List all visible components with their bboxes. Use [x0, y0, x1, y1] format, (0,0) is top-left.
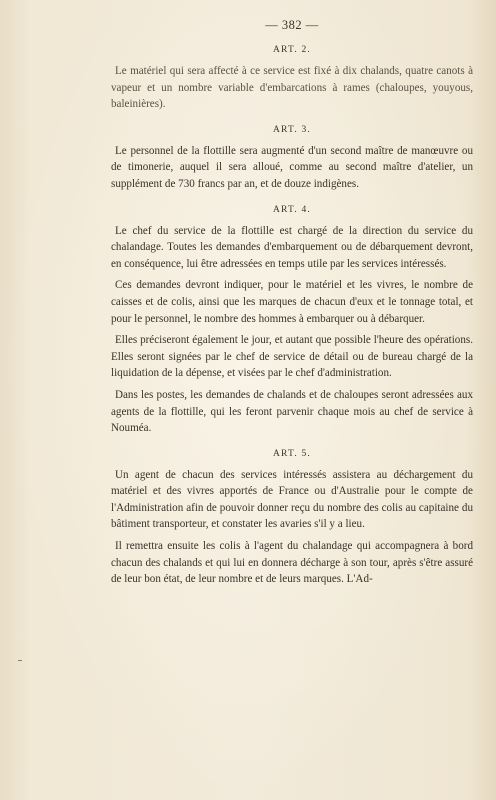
article-heading: ART. 2.	[273, 45, 311, 55]
paragraph: Le personnel de la flottille sera augmenté d'un second maître de manœuvre ou de timonerie, auquel il sera alloué, comme au second maître d'atelier, un supplément de 730 francs par an, et de douze indigènes.	[111, 144, 473, 190]
article-heading: ART. 3.	[273, 124, 311, 135]
paragraph: Dans les postes, les demandes de chalands et de chaloupes seront adressées aux agents de la flottille, qui les feront parvenir chaque mois au chef de service à Nouméa.	[111, 388, 473, 435]
article-2	[111, 45, 473, 113]
page-number: — 382 —	[265, 18, 319, 32]
paragraph: Le matériel qui sera affecté à ce service est fixé à dix chalands, quatre canots à vapeur et un nombre variable d'embarcations à rames (chaloupes, youyous, baleinières).	[111, 65, 473, 111]
article-4	[111, 205, 473, 437]
paragraph: Le chef du service de la flottille est chargé de la direction du service du chalandage. Toutes les demandes d'embarquement ou de débarquement devront, en conséquence, lui être adressées en temps utile par les services intéressés.	[111, 224, 473, 270]
article-heading: ART. 5.	[273, 448, 311, 459]
article-5	[111, 449, 473, 588]
article-heading: ART. 4.	[273, 204, 311, 215]
paragraph: Un agent de chacun des services intéressés assistera au déchargement du matériel et des vivres apportés de France ou d'Australie pour le compte de l'Administration afin de pouvoir donner reçu du nombre des colis au capitaine du bâtiment transporteur, et constater les avaries s'il y a lieu.	[111, 468, 473, 531]
page-content	[111, 18, 473, 593]
article-3	[111, 125, 473, 193]
margin-mark	[18, 660, 22, 661]
paragraph: Il remettra ensuite les colis à l'agent du chalandage qui accompagnera à bord chacun des chalands et qui lui en donnera décharge à son tour, après s'être assuré de leur bon état, de leur nombre et de leurs marques. L'Ad-	[111, 540, 473, 586]
paragraph: Ces demandes devront indiquer, pour le matériel et les vivres, le nombre de caisses et de colis, ainsi que les marques de chacun d'eux et le tonnage total, et pour le personnel, le nombre des hommes à embarquer ou à débarquer.	[111, 279, 473, 325]
paragraph: Elles préciseront également le jour, et autant que possible l'heure des opérations. Elles seront signées par le chef de service de détail ou de bureau chargé de la liquidation de la dépense, et visées par le chef d'administration.	[111, 334, 473, 380]
